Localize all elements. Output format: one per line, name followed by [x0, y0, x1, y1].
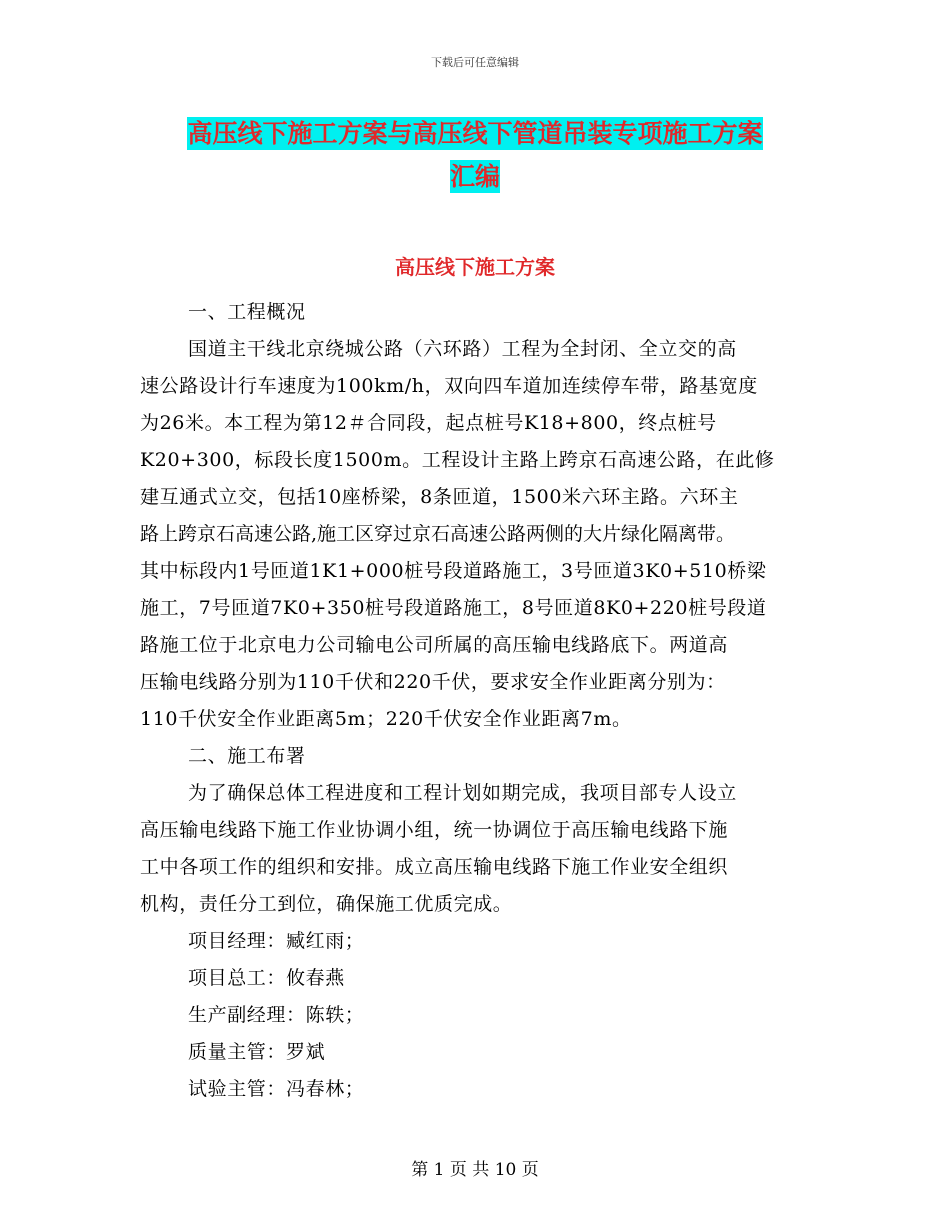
paragraph-line: 速公路设计行车速度为100km/h，双向四车道加连续停车带，路基宽度 — [140, 375, 758, 397]
staff-chief-engineer: 项目总工：攸春燕 — [188, 967, 345, 989]
paragraph-line: 国道主干线北京绕城公路（六环路）工程为全封闭、全立交的高 — [188, 338, 737, 360]
staff-quality-supervisor: 质量主管：罗斌 — [188, 1041, 326, 1063]
paragraph-line: 其中标段内1号匝道1K1+000桩号段道路施工，3号匝道3K0+510桥梁 — [140, 560, 767, 582]
staff-production-deputy: 生产副经理：陈轶； — [188, 1004, 365, 1026]
staff-project-manager: 项目经理：臧红雨； — [188, 930, 365, 952]
paragraph-line: 工中各项工作的组织和安排。成立高压输电线路下施工作业安全组织 — [140, 856, 729, 878]
paragraph-line: 为了确保总体工程进度和工程计划如期完成，我项目部专人设立 — [188, 782, 737, 804]
title-highlight-1: 高压线下施工方案与高压线下管道吊装专项施工方案 — [187, 119, 763, 148]
title-highlight-2: 汇编 — [449, 162, 500, 191]
paragraph-line: 机构，责任分工到位，确保施工优质完成。 — [140, 893, 513, 915]
staff-test-supervisor: 试验主管：冯春林； — [188, 1078, 365, 1100]
paragraph-line: 高压输电线路下施工作业协调小组，统一协调位于高压输电线路下施 — [140, 819, 729, 841]
section-title: 高压线下施工方案 — [395, 255, 555, 279]
document-title-line-1 — [0, 114, 950, 150]
paragraph-line: 110千伏安全作业距离5m；220千伏安全作业距离7m。 — [140, 708, 632, 730]
paragraph-line: 施工，7号匝道7K0+350桩号段道路施工，8号匝道8K0+220桩号段道 — [140, 597, 767, 619]
paragraph-line: 压输电线路分别为110千伏和220千伏，要求安全作业距离分别为： — [140, 671, 726, 693]
header-note: 下载后可任意编辑 — [431, 56, 519, 69]
paragraph-line: 为26米。本工程为第12＃合同段，起点桩号K18+800，终点桩号 — [140, 412, 717, 434]
paragraph-line: 路施工位于北京电力公司输电公司所属的高压输电线路底下。两道高 — [140, 634, 729, 656]
paragraph-line: K20+300，标段长度1500m。工程设计主路上跨京石高速公路，在此修 — [140, 449, 775, 471]
document-title-line-2 — [0, 157, 950, 193]
page-footer: 第 1 页 共 10 页 — [411, 1160, 539, 1180]
heading-project-overview: 一、工程概况 — [188, 301, 306, 323]
heading-construction-arrangement: 二、施工布署 — [188, 745, 306, 767]
paragraph-line: 建互通式立交，包括10座桥梁，8条匝道，1500米六环主路。六环主 — [140, 486, 739, 508]
paragraph-line: 路上跨京石高速公路,施工区穿过京石高速公路两侧的大片绿化隔离带。 — [140, 523, 736, 545]
